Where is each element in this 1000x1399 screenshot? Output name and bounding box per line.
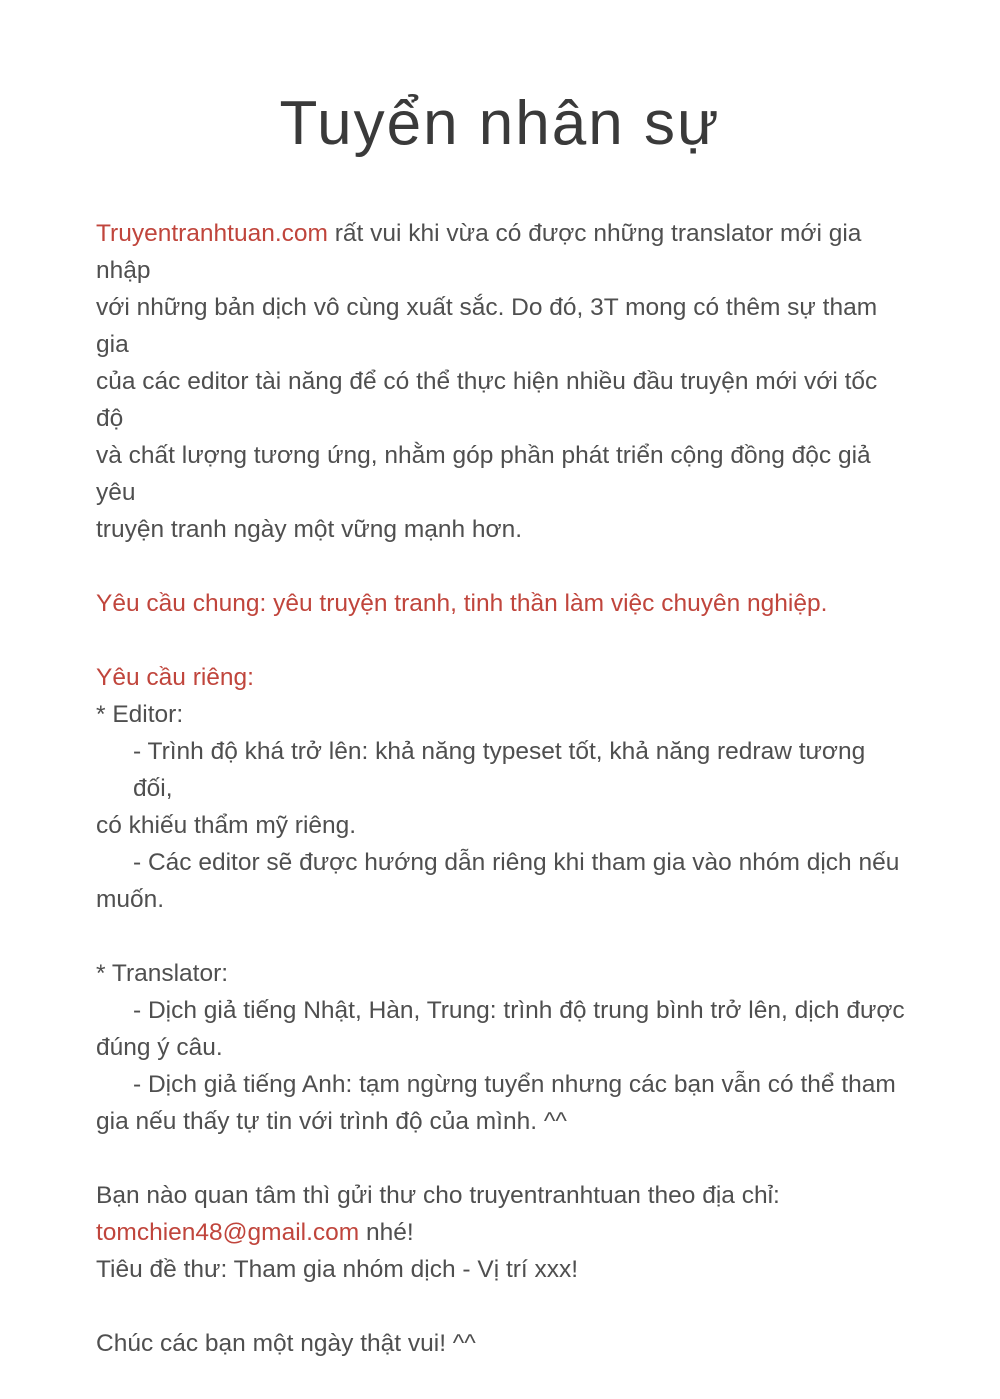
translator-bullet-line: gia nếu thấy tự tin với trình độ của mình. ^^	[96, 1108, 567, 1135]
editor-heading: * Editor:	[96, 701, 184, 728]
translator-bullet-line: - Dịch giả tiếng Anh: tạm ngừng tuyển nhưng các bạn vẫn có thể tham	[133, 1071, 896, 1098]
translator-bullet-line: - Dịch giả tiếng Nhật, Hàn, Trung: trình độ trung bình trở lên, dịch được	[133, 997, 905, 1024]
editor-bullet-line: - Trình độ khá trở lên: khả năng typeset tốt, khả năng redraw tương đối,	[133, 738, 866, 802]
intro-line: và chất lượng tương ứng, nhằm góp phần phát triển cộng đồng độc giả yêu	[96, 442, 871, 506]
editor-bullet-line: có khiếu thẩm mỹ riêng.	[96, 812, 357, 839]
intro-line-rest: rất vui khi vừa có được những translator mới gia nhập	[96, 220, 862, 284]
intro-line: truyện tranh ngày một vững mạnh hơn.	[96, 516, 523, 543]
intro-line	[96, 215, 905, 289]
email-link[interactable]: tomchien48@gmail.com	[96, 1219, 360, 1246]
intro-paragraph	[96, 215, 905, 548]
subject-line: Tiêu đề thư: Tham gia nhóm dịch - Vị trí xxx!	[96, 1256, 579, 1283]
translator-section	[96, 955, 905, 1140]
editor-section	[96, 696, 905, 918]
contact-line	[96, 1214, 905, 1251]
document-body	[0, 159, 1000, 1362]
translator-heading: * Translator:	[96, 960, 229, 987]
site-link[interactable]: Truyentranhtuan.com	[96, 220, 328, 247]
contact-line: Bạn nào quan tâm thì gửi thư cho truyentranhtuan theo địa chỉ:	[96, 1182, 780, 1209]
translator-bullet-line: đúng ý câu.	[96, 1034, 223, 1061]
contact-line-rest: nhé!	[359, 1219, 414, 1246]
closing-line: Chúc các bạn một ngày thật vui! ^^	[96, 1330, 476, 1357]
contact-section	[96, 1177, 905, 1288]
editor-bullet-line: - Các editor sẽ được hướng dẫn riêng khi tham gia vào nhóm dịch nếu	[133, 849, 900, 876]
specific-requirement-heading: Yêu cầu riêng:	[96, 664, 254, 691]
editor-bullet-line: muốn.	[96, 886, 165, 913]
intro-line: với những bản dịch vô cùng xuất sắc. Do đó, 3T mong có thêm sự tham gia	[96, 294, 878, 358]
intro-line: của các editor tài năng để có thể thực hiện nhiều đầu truyện mới với tốc độ	[96, 368, 878, 432]
general-requirement: Yêu cầu chung: yêu truyện tranh, tinh thần làm việc chuyên nghiệp.	[96, 590, 828, 617]
page-title: Tuyển nhân sự	[279, 89, 721, 158]
